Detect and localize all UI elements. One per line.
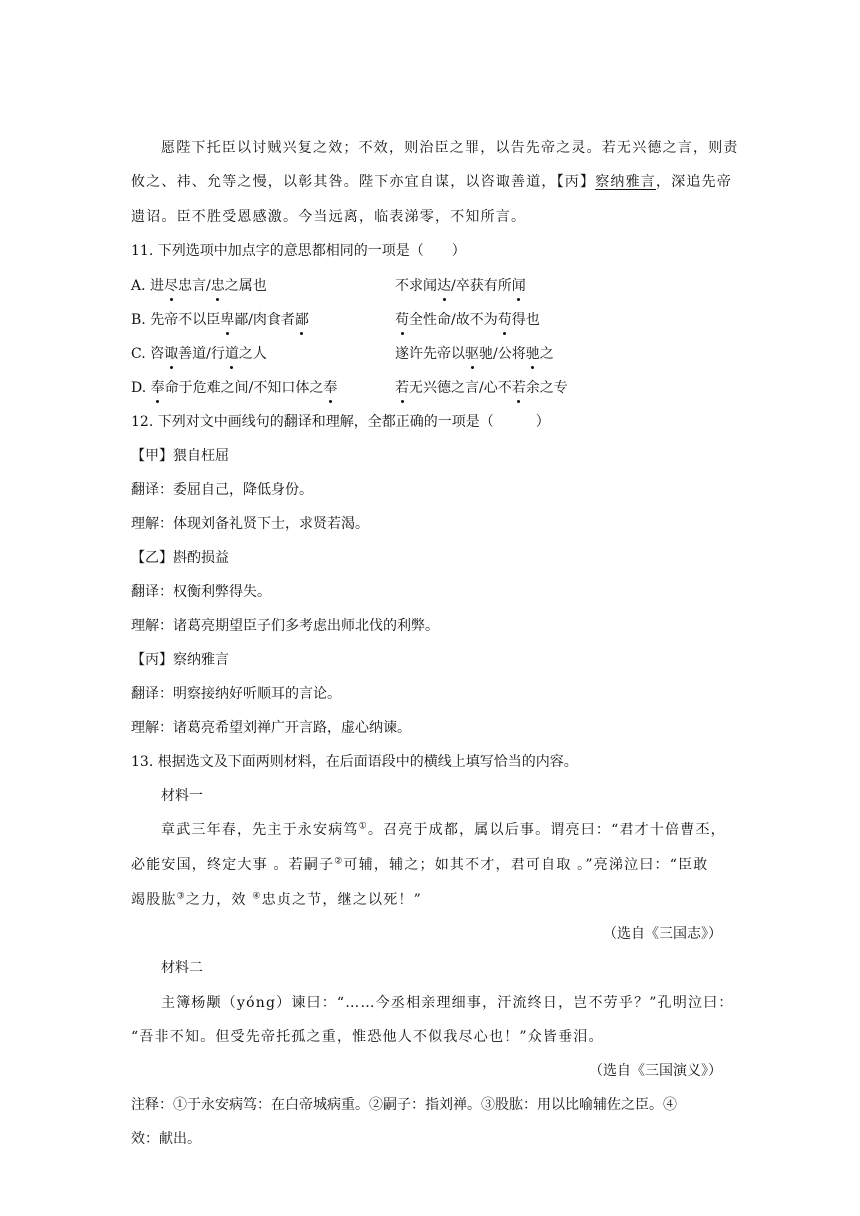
question-13-stem: 13. 根据选文及下面两则材料，在后面语段中的横线上填写恰当的内容。 — [131, 754, 578, 770]
dotted-char: 诹 — [164, 346, 179, 362]
footnote-marker: ② — [334, 856, 344, 867]
underlined-sentence-bing: 察纳雅言 — [595, 174, 657, 190]
dotted-char: 闻 — [511, 278, 526, 294]
item-bing-translation: 翻译：明察接纳好听顺耳的言论。 — [131, 686, 341, 702]
question-11-option-c — [131, 344, 731, 364]
material-2-source: （选自《三国演义》） — [589, 1063, 722, 1079]
item-yi-translation: 翻译：权衡利弊得失。 — [131, 584, 271, 600]
material-1-title: 材料一 — [161, 788, 203, 804]
question-11-option-a — [131, 276, 731, 296]
material-1-line: 竭股肱③之力，效 ④忠贞之节，继之以死！” — [131, 891, 422, 908]
item-jia-understanding: 理解：体现刘备礼贤下士，求贤若渴。 — [131, 516, 369, 532]
passage-text: 遗诏。臣不胜受恩感激。今当远离，临表涕零，不知所言。 — [131, 209, 527, 225]
material-2-title: 材料二 — [161, 960, 203, 976]
item-bing-understanding: 理解：诸葛亮希望刘禅广开言路，虚心纳谏。 — [131, 720, 411, 736]
item-jia-tag: 【甲】猥自枉屈 — [131, 448, 229, 464]
item-yi-understanding: 理解：诸葛亮期望臣子们多考虑出师北伐的利弊。 — [131, 618, 439, 634]
dotted-char: 奉 — [323, 380, 338, 396]
footnote-marker: ③ — [176, 891, 186, 902]
passage-line — [131, 172, 732, 192]
option-right: 苟全性命/故不为苟得也 — [395, 312, 540, 328]
option-right: 遂许先帝以驱驰/公将驰之 — [395, 346, 554, 362]
option-left: C. 咨诹善道/行道之人 — [131, 346, 267, 362]
notes-line: 注释：①于永安病笃：在白帝城病重。②嗣子：指刘禅。③股肱：用以比喻辅佐之臣。④ — [131, 1097, 677, 1113]
option-right: 不求闻达/卒获有所闻 — [395, 278, 526, 294]
option-left: A. 进尽忠言/忠之属也 — [131, 278, 267, 294]
dotted-char: 忠 — [210, 278, 225, 294]
footnote-marker: ① — [358, 821, 368, 832]
item-jia-translation: 翻译：委屈自己，降低身份。 — [131, 482, 313, 498]
material-1-line: 必能安国，终定大事 。若嗣子②可辅，辅之；如其不才，君可自取 。”亮涕泣曰：“臣敢 — [131, 856, 709, 873]
footnote-marker: ④ — [252, 891, 262, 902]
dotted-char: 苟 — [497, 312, 512, 328]
dotted-char: 道 — [224, 346, 239, 362]
passage-line — [161, 138, 739, 158]
material-1-line: 章武三年春，先主于永安病笃①。召亮于成都，属以后事。谓亮曰：“君才十倍曹丕， — [161, 821, 726, 838]
material-2-line: “吾非不知。但受先帝托孤之重，惟恐他人不似我尽心也！”众皆垂泪。 — [131, 1029, 604, 1045]
option-right: 若无兴德之言/心不若余之专 — [395, 380, 568, 396]
dotted-char: 若 — [395, 380, 409, 396]
material-2-line: 主簿杨颙（yóng）谏曰：“……今丞相亲理细事，汗流终日，岂不劳乎？”孔明泣曰： — [161, 995, 734, 1011]
dotted-char: 驱 — [465, 346, 479, 362]
option-left: D. 奉命于危难之间/不知口体之奉 — [131, 380, 338, 396]
dotted-char: 若 — [511, 380, 526, 396]
dotted-char: 鄙 — [294, 312, 309, 328]
item-yi-tag: 【乙】斟酌损益 — [131, 550, 229, 566]
passage-text: 攸之、祎、允等之慢，以彰其咎。陛下亦宜自谋，以咨诹善道，【丙】 — [131, 174, 596, 190]
dotted-char: 苟 — [395, 312, 409, 328]
passage-line — [131, 207, 526, 227]
dotted-char: 达 — [437, 278, 451, 294]
question-11-stem: 11. 下列选项中加点字的意思都相同的一项是（ ） — [131, 243, 466, 259]
question-11-option-b — [131, 310, 731, 330]
passage-text: 愿陛下托臣以讨贼兴复之效；不效，则治臣之罪，以告先帝之灵。若无兴德之言，则责 — [161, 140, 739, 156]
item-bing-tag: 【丙】察纳雅言 — [131, 652, 229, 668]
notes-line: 效：献出。 — [131, 1131, 201, 1147]
option-left: B. 先帝不以臣卑鄙/肉食者鄙 — [131, 312, 309, 328]
dotted-char: 驰 — [525, 346, 540, 362]
material-1-source: （选自《三国志》） — [603, 926, 722, 942]
question-12-stem: 12. 下列对文中画线句的翻译和理解，全都正确的一项是（ ） — [131, 414, 550, 430]
question-11-option-d — [131, 378, 731, 398]
dotted-char: 卑 — [220, 312, 235, 328]
passage-text: ，深追先帝 — [656, 174, 733, 190]
dotted-char: 尽 — [164, 278, 179, 294]
dotted-char: 奉 — [150, 380, 165, 396]
